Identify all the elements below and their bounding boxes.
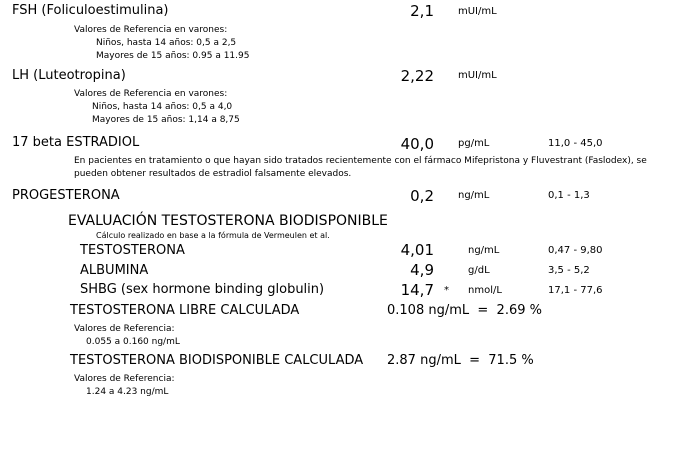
- biodisponible-name: TESTOSTERONA BIODISPONIBLE CALCULADA: [70, 353, 364, 368]
- fsh-ref-line1: Niños, hasta 14 años: 0,5 a 2,5: [96, 38, 237, 48]
- estradiol-note-line2: pueden obtener resultados de estradiol falsamente elevados.: [74, 169, 352, 179]
- estradiol-name: 17 beta ESTRADIOL: [12, 135, 140, 150]
- lh-ref-title: Valores de Referencia en varones:: [74, 89, 228, 99]
- lh-value: 2,22: [400, 67, 434, 85]
- lh-unit: mUI/mL: [458, 70, 497, 81]
- estradiol-note-line1: En pacientes en tratamiento o que hayan sido tratados recientemente con el fármaco Mifepristona y Fluvestrant (Faslodex), se: [74, 156, 647, 166]
- libre-ref-title: Valores de Referencia:: [74, 324, 175, 334]
- libre-ref-value: 0.055 a 0.160 ng/mL: [86, 337, 180, 347]
- lh-ref-line2: Mayores de 15 años: 1,14 a 8,75: [92, 115, 240, 125]
- shbg-flag: *: [444, 285, 449, 296]
- shbg-name: SHBG (sex hormone binding globulin): [80, 282, 325, 297]
- lh-name: LH (Luteotropina): [12, 68, 126, 83]
- albumina-unit: g/dL: [468, 265, 490, 276]
- evaluacion-subtitle: Cálculo realizado en base a la fórmula de Vermeulen et al.: [96, 231, 330, 240]
- albumina-range: 3,5 - 5,2: [548, 265, 590, 276]
- biodisponible-ref-value: 1.24 a 4.23 ng/mL: [86, 387, 169, 397]
- progesterona-name: PROGESTERONA: [12, 188, 120, 203]
- testosterona-name: TESTOSTERONA: [80, 243, 185, 258]
- shbg-unit: nmol/L: [468, 285, 502, 296]
- progesterona-unit: ng/mL: [458, 190, 490, 201]
- fsh-name: FSH (Foliculoestimulina): [12, 3, 169, 18]
- libre-name: TESTOSTERONA LIBRE CALCULADA: [70, 303, 300, 318]
- libre-result: 0.108 ng/mL = 2.69 %: [387, 303, 542, 318]
- biodisponible-ref-title: Valores de Referencia:: [74, 374, 175, 384]
- testosterona-value: 4,01: [400, 241, 434, 259]
- biodisponible-result: 2.87 ng/mL = 71.5 %: [387, 353, 534, 368]
- fsh-ref-title: Valores de Referencia en varones:: [74, 25, 228, 35]
- estradiol-range: 11,0 - 45,0: [548, 138, 603, 149]
- fsh-value: 2,1: [410, 2, 434, 20]
- fsh-ref-line2: Mayores de 15 años: 0.95 a 11.95: [96, 51, 250, 61]
- testosterona-range: 0,47 - 9,80: [548, 245, 603, 256]
- albumina-value: 4,9: [410, 261, 434, 279]
- shbg-value: 14,7: [400, 281, 434, 299]
- estradiol-value: 40,0: [400, 135, 434, 153]
- estradiol-unit: pg/mL: [458, 138, 490, 149]
- lh-ref-line1: Niños, hasta 14 años: 0,5 a 4,0: [92, 102, 233, 112]
- evaluacion-title: EVALUACIÓN TESTOSTERONA BIODISPONIBLE: [68, 213, 388, 229]
- progesterona-range: 0,1 - 1,3: [548, 190, 590, 201]
- fsh-unit: mUI/mL: [458, 6, 497, 17]
- albumina-name: ALBUMINA: [80, 263, 149, 278]
- progesterona-value: 0,2: [410, 187, 434, 205]
- shbg-range: 17,1 - 77,6: [548, 285, 603, 296]
- testosterona-unit: ng/mL: [468, 245, 500, 256]
